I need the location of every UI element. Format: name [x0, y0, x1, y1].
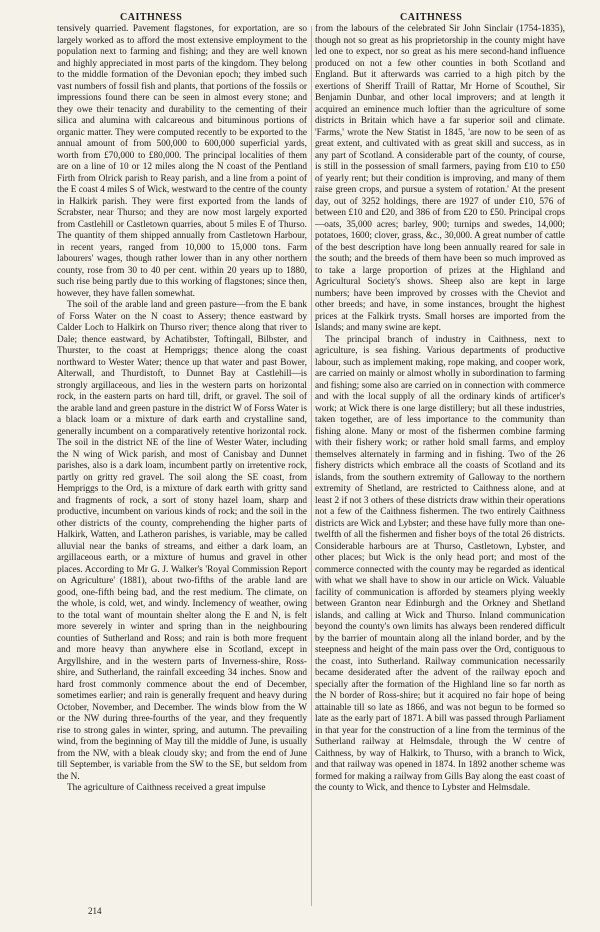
- paragraph-agriculture-continued: from the labours of the celebrated Sir John Sinclair (1754-1835), though not so great as his proprietorship in the county might have led one to expect, nor so great as his mere second-hand influence produced on not a few other counties in both Scotland and England. But it afterwards was carried to a high pitch by the exertions of Sheriff Traill of Rattar, Mr Horne of Scouthel, Sir Benjamin Dunbar, and other local improvers; and at length it acquired an eminence much loftier than the agriculture of some districts in Britain which have a far superior soil and climate. 'Farms,' wrote the New Statist in 1845, 'are now to be seen of as great extent, and cultivated with as great skill and success, as in any part of Scotland. A considerable part of the county, of course, is still in the possession of small farmers, paying from £10 to £50 of yearly rent; but their condition is improving, and many of them raise green crops, and pursue a system of rotation.' At the present day, out of 3252 holdings, there are 1927 of under £10, 576 of between £10 and £20, and 386 of from £20 to £50. Principal crops—oats, 35,000 acres; barley, 900; turnips and swedes, 14,000; potatoes, 1600; clover, grass, &c., 30,000. A great number of cattle of the best description have long been annually reared for sale in the south; and the breeds of them have been so much improved as to take a large proportion of prizes at the Highland and Agricultural Society's shows. Sheep also are kept in large numbers; have been improved by crosses with the Cheviot and other breeds; and have, in some instances, brought the highest prices at the Falkirk trysts. Small horses are imported from the Islands; and many swine are kept.: [315, 24, 565, 333]
- paragraph-flagstones: tensively quarried. Pavement flagstones, for exportation, are so largely worked as to afford the most extensive employment to the population next to farming and fishing; and they are well known and highly appreciated in most parts of the kingdom. They belong to the middle formation of the Devonian epoch; they imbed such vast numbers of fossil fish and plants, that portions of the fossils or impressions found there can be seen in almost every stone; and they owe their tenacity and durability to the cementing of their silica and alumina with calcareous and bituminous portions of organic matter. They were computed recently to be exported to the annual amount of from 500,000 to 600,000 superficial yards, worth from £70,000 to £80,000. The principal localities of them are on a line of 10 or 12 miles along the N coast of the Pentland Firth from Olrick parish to Reay parish, and a line from a point of the E coast 4 miles S of Wick, westward to the centre of the county in Halkirk parish. They were first exported from the lands of Scrabster, near Thurso; and they are now most largely exported from Castlehill or Castletown quarries, about 5 miles E of Thurso. The quantity of them shipped annually from Castletown Harbour, in recent years, ranged from 10,000 to 15,000 tons. Farm labourers' wages, though rather lower than in any other northern county, rose from 30 to 40 per cent. within 20 years up to 1880, such rise being partly due to this working of flagstones; since then, however, they have fallen somewhat.: [57, 24, 307, 299]
- right-column: [315, 24, 565, 904]
- paragraph-soil: The soil of the arable land and green pasture—from the E bank of Forss Water on the N coast to Assery; thence eastward by Calder Loch to Halkirk on Thurso river; thence along that river to Dale; thence eastward, by Achatibster, Toftingall, Bilbster, and Thurster, to the coast at Hempriggs; thence along the coast northward to Wester Water; thence up that water and past Bower, Alterwall, and Thurdistoft, to Dunnet Bay at Castlehill—is strongly argillaceous, and lies in the western parts on horizontal rock, in the eastern parts on hard till, drift, or gravel. The soil of the arable land and green pasture in the district W of Forss Water is a black loam or a mixture of dark earth and crystalline sand, generally incumbent on a comparatively retentive horizontal rock. The soil in the district NE of the line of Wester Water, including the N wing of Wick parish, and most of Canisbay and Dunnet parishes, also is a dark loam, incumbent partly on irretentive rock, partly on gritty red gravel. The soil along the SE coast, from Hempriggs to the Ord, is a mixture of dark earth with gritty sand and fragments of rock, a sort of stony hazel loam, sharp and productive, incumbent on various kinds of rock; and the soil in the other districts of the county, comprehending the higher parts of Halkirk, Watten, and Latheron parishes, is variable, may be called alluvial near the banks of streams, and either a dark loam, an argillaceous earth, or a mixture of humus and gravel in other places. According to Mr G. J. Walker's 'Royal Commission Report on Agriculture' (1881), about two-fifths of the arable land are good, one-fifth being bad, and the rest medium. The climate, on the whole, is cold, wet, and windy. Inclemency of weather, owing to the total want of mountain shelter along the E and N, is felt more severely in winter and spring than in the neighbouring counties of Sutherland and Ross; and rain is both more frequent and more heavy than anywhere else in Scotland, except in Argyllshire, and in the western parts of Inverness-shire, Ross-shire, and Sutherland, the rainfall exceeding 34 inches. Snow and hard frost commonly commence about the end of December, sometimes earlier; and rain is generally frequent and heavy during October, November, and December. The winds blow from the W or the NW during three-fourths of the year, and they frequently rise to strong gales in winter, spring, and autumn. The prevailing wind, from the beginning of May till the middle of June, is usually from the NW, with a bleak cloudy sky; and from the end of June till September, is variable from the SW to the SE, but seldom from the N.: [57, 300, 307, 782]
- column-divider: [311, 26, 312, 906]
- left-column: [57, 24, 307, 904]
- paragraph-agriculture-start: The agriculture of Caithness received a great impulse: [67, 783, 266, 793]
- paragraph-industry: The principal branch of industry in Caithness, next to agriculture, is sea fishing. Various departments of productive labour, such as implement making, rope making, and cooper work, are carried on mainly or almost wholly in subordination to farming and fishing; some also are carried on in connection with commerce and with the local supply of all the ordinary kinds of artificer's work; at Wick there is one large distillery; but all these industries, taken together, are of less importance to the community than fishing alone. Many or most of the fishermen combine farming with their fishery work; or rather hold small farms, and employ themselves alternately in farming and in fishing. Two of the 26 fishery districts which embrace all the coasts of Scotland and its islands, from the southern extremity of Galloway to the northern extremity of Shetland, are restricted to Caithness alone, and at least 2 if not 3 others of these districts draw within their operations not a few of the Caithness fishermen. The two entirely Caithness districts are Wick and Lybster; and these have fully more than one-twelfth of all the fishermen and fisher boys of the total 26 districts. Considerable harbours are at Thurso, Castletown, Lybster, and other places; but Wick is the only head port; and most of the commerce connected with the county may be regarded as identical with what we shall have to show in our article on Wick. Valuable facility of communication is afforded by steamers plying weekly between Granton near Edinburgh and the Orkney and Shetland islands, and calling at Wick and Thurso. Inland communication beyond the county's own limits has always been rendered difficult by the barrier of mountain along all the inland border, and by the steepness and height of the main pass over the Ord, contiguous to the coast, into Sutherland. Railway communication necessarily became desiderated after the advent of the railway epoch and specially after the formation of the Highland line so far north as the N border of Ross-shire; but it acquired no fair hope of being attainable till so late as 1866, and was not begun to be formed so late as the early part of 1871. A bill was passed through Parliament in that year for the construction of a line from the terminus of the Sutherland railway at Helmsdale, through the W centre of Caithness, by way of Halkirk, to Thurso, with a branch to Wick, and that railway was opened in 1874. In 1892 another scheme was formed for making a railway from Gills Bay along the east coast of the county to Wick, and thence to Lybster and Helmsdale.: [315, 334, 565, 793]
- running-head-right: CAITHNESS: [400, 12, 463, 23]
- page-number: 214: [88, 906, 102, 916]
- running-head-left: CAITHNESS: [120, 12, 183, 23]
